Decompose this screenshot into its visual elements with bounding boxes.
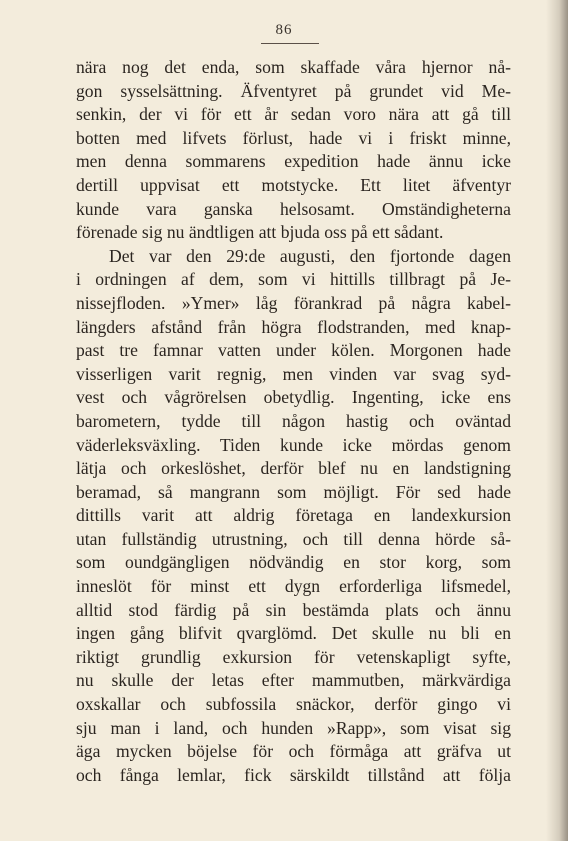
- text-line: beramad, så mangrann som möjligt. För sed hade: [76, 481, 511, 502]
- text-line: past tre famnar vatten under kölen. Morgonen hade: [76, 340, 511, 361]
- header-rule: [261, 43, 319, 44]
- text-line: nissejfloden. »Ymer» låg förankrad på några kabel-: [76, 292, 511, 313]
- text-line: lätja och orkeslöshet, derför blef nu en landstigning: [76, 458, 511, 479]
- text-line: visserligen varit regnig, men vinden var svag syd-: [76, 363, 511, 384]
- text-line: längders afstånd från högra flodstranden, med knap-: [76, 316, 511, 337]
- text-line: dittills varit att aldrig företaga en landexkursion: [76, 505, 511, 526]
- text-line: förenade sig nu ändtligen att bjuda oss på ett sådant.: [76, 222, 444, 243]
- page-number: 86: [275, 22, 293, 38]
- text-line: utan fullständig utrustning, och till denna hörde så-: [76, 528, 511, 549]
- text-line: alltid stod färdig på sin bestämda plats och ännu: [76, 599, 511, 620]
- text-line: senkin, der vi för ett år sedan voro nära att gå till: [76, 104, 511, 125]
- text-line: väderleksväxling. Tiden kunde icke mördas genom: [76, 434, 511, 455]
- text-line: ingen gång blifvit qvarglömd. Det skulle nu bli en: [76, 623, 511, 644]
- text-line: riktigt grundlig exkursion för vetenskapligt syfte,: [76, 646, 511, 667]
- body-text: [76, 56, 511, 787]
- text-line: nu skulle der letas efter mammutben, märkvärdiga: [76, 670, 511, 691]
- page-edge-shadow: [546, 0, 568, 841]
- text-line: botten med lifvets förlust, hade vi i friskt minne,: [76, 127, 511, 148]
- text-line: gon sysselsättning. Äfventyret på grundet vid Me-: [76, 80, 511, 101]
- text-line: som oundgängligen nödvändig en stor korg, som: [76, 552, 511, 573]
- text-line: dertill uppvisat ett motstycke. Ett litet äfventyr: [76, 174, 511, 195]
- text-line: Det var den 29:de augusti, den fjortonde dagen: [109, 245, 511, 266]
- text-line: nära nog det enda, som skaffade våra hjernor nå-: [76, 57, 511, 77]
- text-line: sju man i land, och hunden »Rapp», som visat sig: [76, 717, 511, 738]
- text-line: i ordningen af dem, som vi hittills tillbragt på Je-: [76, 269, 511, 290]
- text-line: äga mycken böjelse för och förmåga att gräfva ut: [76, 741, 511, 762]
- text-line: och fånga lemlar, fick särskildt tillstånd att följa: [76, 764, 511, 785]
- text-line: inneslöt för minst ett dygn erforderliga lifsmedel,: [76, 576, 511, 597]
- text-line: barometern, tydde till någon hastig och oväntad: [76, 410, 511, 431]
- text-line: oxskallar och subfossila snäckor, derför gingo vi: [76, 694, 511, 715]
- text-line: men denna sommarens expedition hade ännu icke: [76, 151, 511, 172]
- text-line: vest och vågrörelsen obetydlig. Ingenting, icke ens: [76, 387, 511, 408]
- text-line: kunde vara ganska helsosamt. Omständigheterna: [76, 198, 511, 219]
